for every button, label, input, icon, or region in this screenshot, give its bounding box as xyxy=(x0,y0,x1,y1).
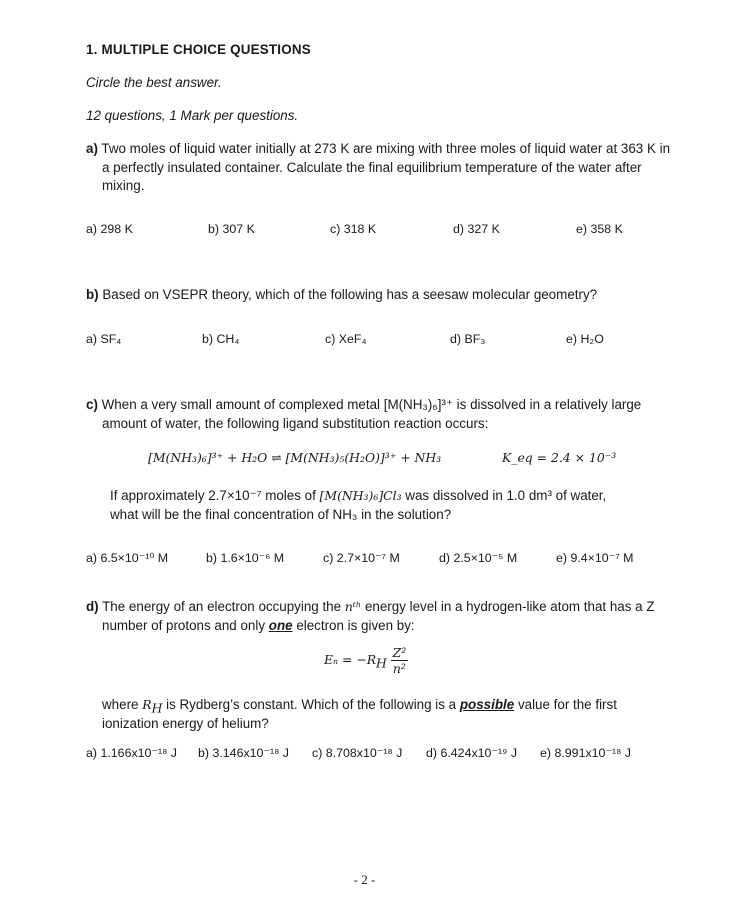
equation-lhs: Eₙ = −R xyxy=(324,652,377,668)
question-text: electron is given by: xyxy=(296,617,415,633)
option-c[interactable]: c) XeF₄ xyxy=(325,332,367,346)
emphasis-one: one xyxy=(268,617,293,633)
question-a xyxy=(86,140,672,196)
option-c[interactable]: c) 8.708x10⁻¹⁸ J xyxy=(312,746,403,760)
question-text: Two moles of liquid water initially at 273 K are mixing with three moles of liquid water at 363 K in a perfectly insulated container. Calculate the final equilibrium temperature of the water after mixing. xyxy=(101,141,671,193)
rydberg-symbol: R xyxy=(142,697,152,712)
option-a[interactable]: a) 1.166x10⁻¹⁸ J xyxy=(86,746,177,760)
option-b[interactable]: b) CH₄ xyxy=(202,332,240,346)
rydberg-subscript: H xyxy=(151,700,163,716)
page-number: - 2 - xyxy=(353,872,376,887)
question-text: is Rydberg’s constant. Which of the following is a xyxy=(166,697,457,712)
section-title: 1. MULTIPLE CHOICE QUESTIONS xyxy=(86,42,311,57)
question-text: When a very small amount of complexed metal [M(NH₃)₆]³⁺ is dissolved in a relatively large amount of water, the following ligand substitution reaction occurs: xyxy=(101,397,642,431)
question-text: was dissolved in 1.0 dm³ of water, what will be the final concentration of NH₃ in the solution? xyxy=(110,488,607,522)
option-a[interactable]: a) SF₄ xyxy=(86,332,122,346)
option-b[interactable]: b) 1.6×10⁻⁶ M xyxy=(206,551,285,565)
option-a[interactable]: a) 298 K xyxy=(86,222,133,236)
option-d[interactable]: d) 327 K xyxy=(453,222,500,236)
question-d-part2 xyxy=(102,696,642,733)
fraction-numerator: Z² xyxy=(392,645,407,660)
question-label: c) xyxy=(86,397,98,412)
energy-equation xyxy=(324,645,408,676)
option-e[interactable]: e) 9.4×10⁻⁷ M xyxy=(556,551,634,565)
question-text: value for the first ionization energy of helium? xyxy=(102,697,617,731)
marks-text: 12 questions, 1 Mark per questions. xyxy=(86,108,299,123)
nth-symbol: nᵗʰ xyxy=(344,599,362,614)
option-d[interactable]: d) BF₃ xyxy=(450,332,486,346)
question-d xyxy=(86,598,672,635)
option-b[interactable]: b) 307 K xyxy=(208,222,255,236)
question-label: d) xyxy=(86,599,99,614)
question-text: If approximately 2.7×10⁻⁷ moles of xyxy=(110,488,316,503)
compound-formula: [M(NH₃)₆]Cl₃ xyxy=(319,488,402,503)
question-label: b) xyxy=(86,287,99,302)
option-c[interactable]: c) 318 K xyxy=(330,222,377,236)
question-b xyxy=(86,286,656,305)
instruction-text: Circle the best answer. xyxy=(86,75,222,90)
option-e[interactable]: e) 8.991x10⁻¹⁸ J xyxy=(540,746,631,760)
equation-subscript: H xyxy=(376,655,387,671)
option-c[interactable]: c) 2.7×10⁻⁷ M xyxy=(323,551,400,565)
equation-fraction xyxy=(391,645,409,676)
equilibrium-constant: K_eq = 2.4 × 10⁻³ xyxy=(502,450,617,465)
question-c xyxy=(86,396,672,433)
option-d[interactable]: d) 6.424x10⁻¹⁹ J xyxy=(426,746,518,760)
question-c-part2 xyxy=(110,487,630,524)
option-e[interactable]: e) 358 K xyxy=(576,222,623,236)
question-text: The energy of an electron occupying the xyxy=(102,599,342,614)
question-label: a) xyxy=(86,141,98,156)
emphasis-possible: possible xyxy=(459,697,515,712)
question-text: where xyxy=(102,697,139,712)
option-b[interactable]: b) 3.146x10⁻¹⁸ J xyxy=(198,746,289,760)
reaction-equation: [M(NH₃)₆]³⁺ + H₂O ⇌ [M(NH₃)₅(H₂O)]³⁺ + NH₃ xyxy=(148,450,442,465)
option-e[interactable]: e) H₂O xyxy=(566,332,604,346)
option-d[interactable]: d) 2.5×10⁻⁵ M xyxy=(439,551,518,565)
question-text: Based on VSEPR theory, which of the following has a seesaw molecular geometry? xyxy=(102,287,598,302)
option-a[interactable]: a) 6.5×10⁻¹⁰ M xyxy=(86,551,169,565)
question-text: energy level in a hydrogen-like atom that has a Z number of protons and only xyxy=(102,599,655,633)
fraction-denominator: n² xyxy=(392,661,406,676)
